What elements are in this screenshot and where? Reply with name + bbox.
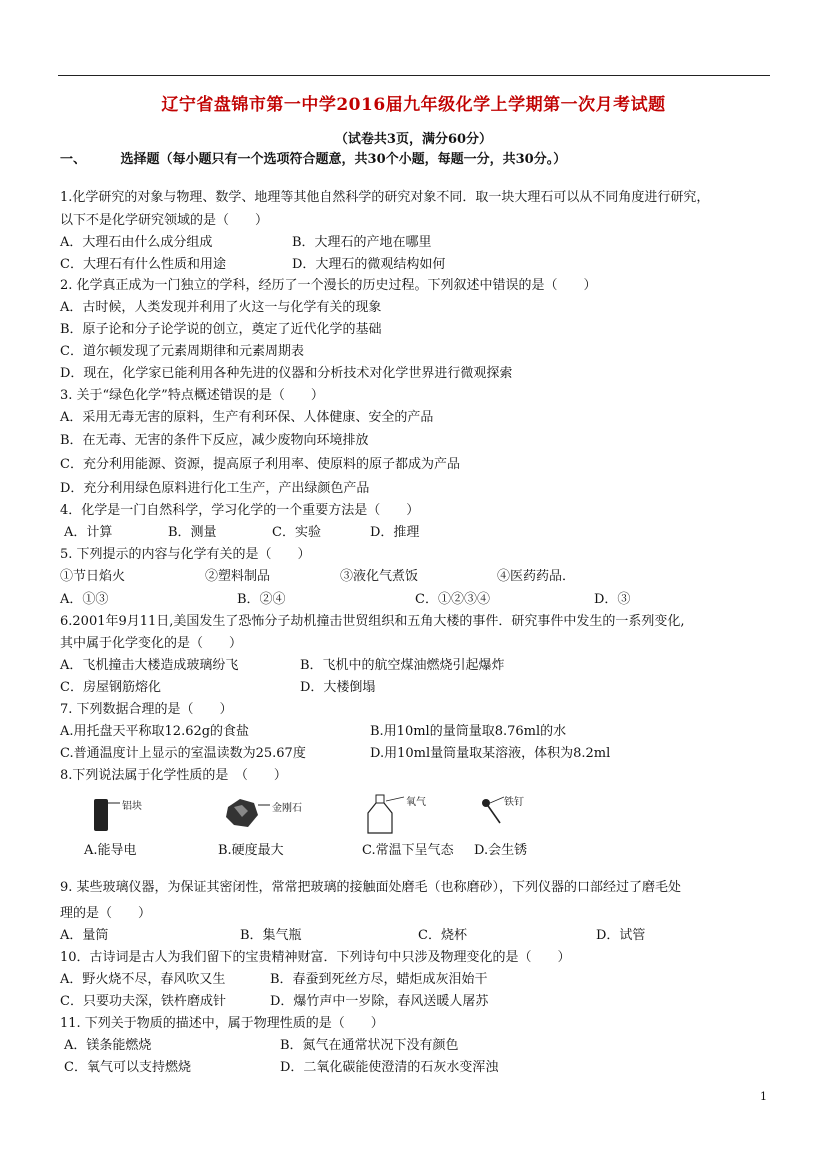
q8-figure-c xyxy=(362,793,462,863)
q7-option-d: D.用10ml量筒量取某溶液，体积为8.2ml xyxy=(370,746,611,761)
q10-option-a: A．野火烧不尽，春风吹又生 xyxy=(60,972,226,987)
question-5: 5. 下列提示的内容与化学有关的是（ ） xyxy=(60,547,311,562)
question-2: 2. 化学真正成为一门独立的学科，经历了一个漫长的历史过程。下列叙述中错误的是（ ） xyxy=(60,278,597,293)
q11-option-a: A．镁条能燃烧 xyxy=(64,1038,152,1053)
q7-option-a: A.用托盘天平称取12.62g的食盐 xyxy=(60,724,250,739)
q5-option-b: B．②④ xyxy=(237,592,286,607)
question-10: 10．古诗词是古人为我们留下的宝贵精神财富．下列诗句中只涉及物理变化的是（ ） xyxy=(60,950,571,965)
question-6-line-2: 其中属于化学变化的是（ ） xyxy=(60,636,243,651)
q1-option-a: A．大理石由什么成分组成 xyxy=(60,235,213,250)
q5-item-4: ④医药药品． xyxy=(497,569,576,584)
section-heading xyxy=(60,152,566,168)
question-9-line-2: 理的是（ ） xyxy=(60,906,152,921)
q9-option-c: C．烧杯 xyxy=(418,928,467,943)
section-number: 一、 xyxy=(60,152,87,167)
q2-option-c: C．道尔顿发现了元素周期律和元素周期表 xyxy=(60,344,304,359)
question-4: 4．化学是一门自然科学，学习化学的一个重要方法是（ ） xyxy=(60,503,420,518)
q5-option-c: C．①②③④ xyxy=(415,592,490,607)
q4-option-c: C．实验 xyxy=(272,525,321,540)
q3-option-d: D．充分利用绿色原料进行化工生产，产出绿颜色产品 xyxy=(60,481,370,496)
q9-option-a: A．量筒 xyxy=(60,928,109,943)
header-rule xyxy=(58,75,770,76)
q8-figure-a-caption: A.能导电 xyxy=(84,843,137,858)
q8-figure-d-label: 铁钉 xyxy=(504,797,524,808)
q7-option-b: B.用10ml的量筒量取8.76ml的水 xyxy=(370,724,567,739)
q10-option-c: C．只要功夫深，铁杵磨成针 xyxy=(60,994,226,1009)
q8-figure-b-caption: B.硬度最大 xyxy=(218,843,284,858)
q7-option-c: C.普通温度计上显示的室温读数为25.67度 xyxy=(60,746,306,761)
q8-figure-a xyxy=(84,793,194,863)
q11-option-c: C．氧气可以支持燃烧 xyxy=(64,1060,191,1075)
question-3: 3. 关于“绿色化学”特点概述错误的是（ ） xyxy=(60,388,324,403)
question-1-line-1: 1.化学研究的对象与物理、数学、地理等其他自然科学的研究对象不同．取一块大理石可以从不同角度进行研究， xyxy=(60,190,710,205)
q11-option-b: B．氮气在通常状况下没有颜色 xyxy=(280,1038,459,1053)
q2-option-d: D．现在，化学家已能利用各种先进的仪器和分析技术对化学世界进行微观探索 xyxy=(60,366,513,381)
q6-option-c: C．房屋钢筋熔化 xyxy=(60,680,161,695)
question-1-line-2: 以下不是化学研究领域的是（ ） xyxy=(60,213,269,228)
q4-option-b: B．测量 xyxy=(168,525,217,540)
question-11: 11. 下列关于物质的描述中，属于物理性质的是（ ） xyxy=(60,1016,384,1031)
q5-item-2: ②塑料制品 xyxy=(205,569,271,584)
q8-figure-b xyxy=(218,793,338,863)
iron-nail-icon xyxy=(474,793,574,837)
q8-figure-c-label: 氧气 xyxy=(406,797,426,808)
q10-option-b: B．春蚕到死丝方尽，蜡炬成灰泪始干 xyxy=(270,972,488,987)
question-8: 8.下列说法属于化学性质的是 （ ） xyxy=(60,768,287,783)
q8-figure-a-label: 铝块 xyxy=(122,801,142,812)
question-6-line-1: 6.2001年9月11日,美国发生了恐怖分子劫机撞击世贸组织和五角大楼的事件．研究事件中发生的一系列变化, xyxy=(60,614,685,629)
q8-figure-c-caption: C.常温下呈气态 xyxy=(362,843,454,858)
q4-option-d: D．推理 xyxy=(370,525,420,540)
page-number: 1 xyxy=(760,1090,767,1103)
page-subtitle: （试卷共3页，满分60分） xyxy=(334,132,493,147)
q3-option-b: B．在无毒、无害的条件下反应，减少废物向环境排放 xyxy=(60,433,369,448)
q6-option-a: A．飞机撞击大楼造成玻璃纷飞 xyxy=(60,658,239,673)
question-7: 7. 下列数据合理的是（ ） xyxy=(60,702,233,717)
q8-figure-b-label: 金刚石 xyxy=(272,803,302,814)
question-9-line-1: 9. 某些玻璃仪器，为保证其密闭性，常常把玻璃的接触面处磨毛（也称磨砂），下列仪器的口部经过了磨毛处 xyxy=(60,880,682,895)
section-text: 选择题（每小题只有一个选项符合题意，共30个小题，每题一分，共30分。） xyxy=(120,152,567,167)
q1-option-c: C．大理石有什么性质和用途 xyxy=(60,257,226,272)
q6-option-d: D．大楼倒塌 xyxy=(300,680,376,695)
q10-option-d: D．爆竹声中一岁除，春风送暖人屠苏 xyxy=(270,994,489,1009)
q3-option-a: A．采用无毒无害的原料，生产有利环保、人体健康、安全的产品 xyxy=(60,410,434,425)
q9-option-d: D．试管 xyxy=(596,928,646,943)
q6-option-b: B．飞机中的航空煤油燃烧引起爆炸 xyxy=(300,658,505,673)
q8-figure-d-caption: D.会生锈 xyxy=(474,843,528,858)
q2-option-a: A．古时候，人类发现并利用了火这一与化学有关的现象 xyxy=(60,300,382,315)
q1-option-b: B．大理石的产地在哪里 xyxy=(292,235,432,250)
q3-option-c: C．充分利用能源、资源，提高原子利用率、使原料的原子都成为产品 xyxy=(60,457,460,472)
page-title: 辽宁省盘锦市第一中学2016届九年级化学上学期第一次月考试题 xyxy=(161,95,666,115)
q5-item-1: ①节日焰火 xyxy=(60,569,126,584)
q2-option-b: B．原子论和分子论学说的创立，奠定了近代化学的基础 xyxy=(60,322,382,337)
q5-item-3: ③液化气煮饭 xyxy=(340,569,419,584)
q1-option-d: D．大理石的微观结构如何 xyxy=(292,257,446,272)
q9-option-b: B．集气瓶 xyxy=(240,928,302,943)
q5-option-d: D．③ xyxy=(594,592,631,607)
q11-option-d: D．二氧化碳能使澄清的石灰水变浑浊 xyxy=(280,1060,499,1075)
q5-option-a: A．①③ xyxy=(60,592,109,607)
q4-option-a: A．计算 xyxy=(64,525,113,540)
q8-figure-d xyxy=(474,793,574,863)
